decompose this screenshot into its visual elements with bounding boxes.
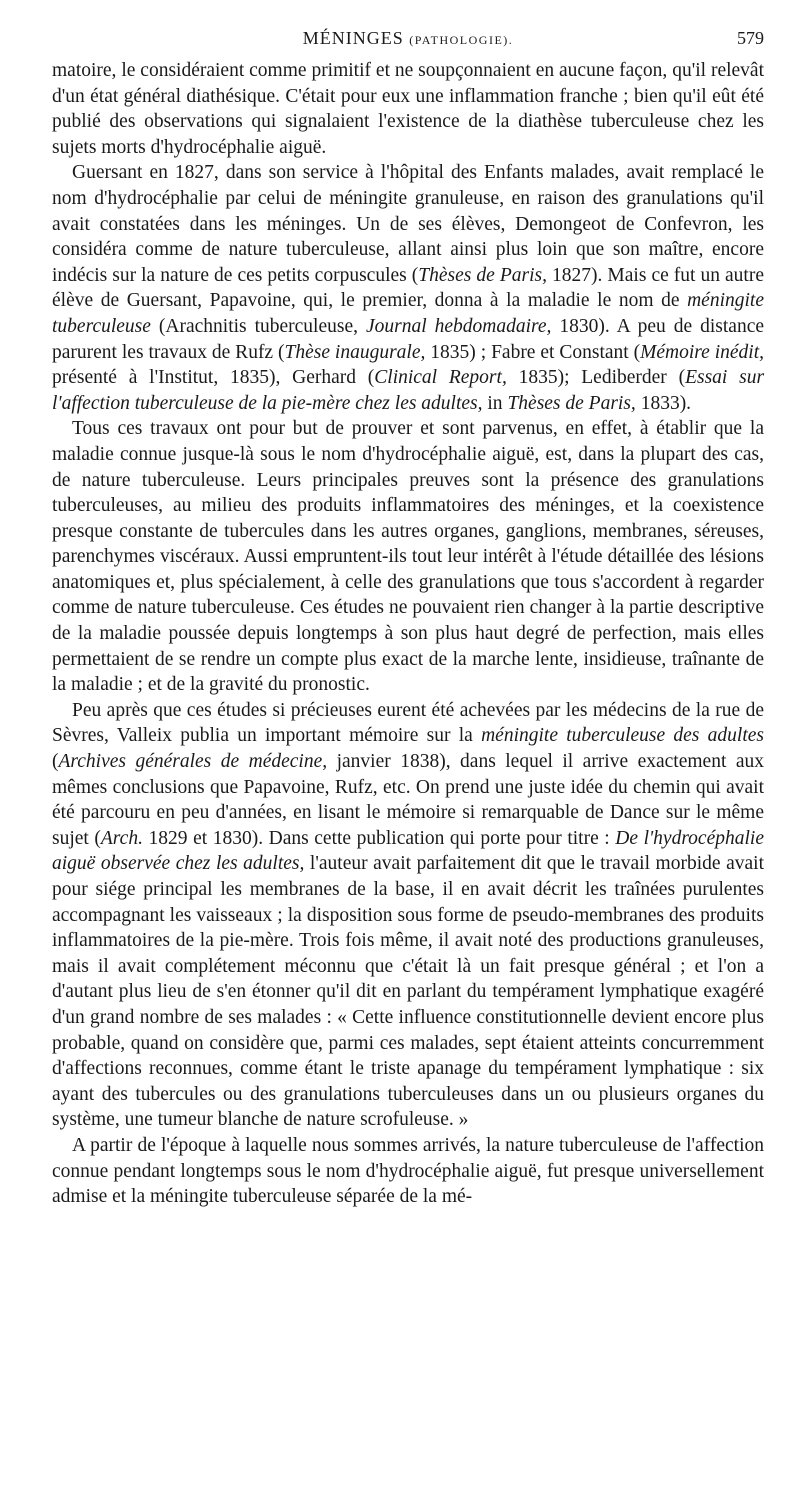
running-header (52, 28, 764, 58)
body-text (52, 58, 764, 1210)
header-title: MÉNINGES (302, 28, 404, 48)
italic-text: Mémoire inédit, (640, 341, 765, 363)
italic-text: Thèse inaugurale, (284, 341, 426, 363)
text-run: Peu après que ces études si précieuses eurent été achevées par les médecins de la rue de Sèvres, Valleix publia un important mémoire sur la (52, 699, 764, 747)
italic-text: Archives générales de médecine, (58, 751, 328, 773)
text-run: 1833). (635, 392, 692, 414)
italic-text: Journal hebdomadaire, (365, 315, 552, 337)
text-run: 1835); Lediberder ( (506, 367, 686, 389)
text-run: matoire, le considéraient comme primitif et ne soupçonnaient en aucune façon, qu'il relevât d'un état général diathésique. C'était pour eux une inflammation franche ; bien qu'il eût été publié des observations qui signalaient l'existence de la diathèse tuberculeuse chez les sujets morts d'hydrocéphalie aiguë. (52, 60, 764, 158)
text-run: ( (52, 751, 59, 773)
text-run: Guersant en 1827, dans son service à l'hôpital des Enfants malades, avait remplacé le nom d'hydrocéphalie par celui de méningite granuleuse, en raison des granulations qu'il avait constatées dans les méninges. Un de ses élèves, Demongeot de Confevron, les considéra comme de nature tuberculeuse, allant ainsi plus loin que son maître, encore indécis sur la nature de ces petits corpuscules ( (52, 162, 764, 286)
italic-text: Thèses de Paris, (418, 264, 547, 286)
text-run: l'auteur avait parfaitement dit que le travail morbide avait pour siége principal les membranes de la base, il en avait décrit les traînées purulentes accompagnant les vaisseaux ; la disposition sous forme de pseudo-membranes des produits inflammatoires de la pie-mère. Trois fois même, il avait noté des productions granuleuses, mais il avait complétement méconnu que c'était là un fait presque général ; et l'on a d'autant plus lieu de s'en étonner qu'il dit en parlant du tempérament lymphatique exagéré d'un grand nombre de ses malades : « Cette influence constitutionnelle devient encore plus probable, quand on considère que, parmi ces malades, sept étaient atteints concurremment d'affections reconnues, comme étant le triste apanage du tempérament lymphatique : six ayant des tubercules ou des granulations tuberculeuses dans un ou plusieurs organes du système, une tumeur blanche de nature scrofuleuse. » (52, 853, 764, 1131)
text-run: (Arachnitis tuberculeuse, (150, 315, 366, 337)
text-run: 1829 et 1830). Dans cette publication qui porte pour titre : (142, 827, 616, 849)
page-number: 579 (737, 28, 764, 48)
italic-text: méningite tuberculeuse (52, 290, 764, 337)
text-run: Tous ces travaux ont pour but de prouver et sont parvenus, en effet, à établir que la maladie connue jusque-là sous le nom d'hydrocéphalie aiguë, est, dans la plupart des cas, de nature tuberculeuse. Leurs principales preuves sont la présence des granulations tuberculeuses, au milieu des produits inflammatoires des méninges, et la coexistence presque constante de tubercules dans les autres organes, ganglions, membranes, séreuses, parenchymes viscéraux. Aussi empruntent-ils tout leur intérêt à l'étude détaillée des lésions anatomiques et, plus spécialement, à celle des granulations que tous s'accordent à regarder comme de nature tuberculeuse. Ces études ne pouvaient rien changer à la partie descriptive de la maladie poussée depuis longtemps à son plus haut degré de perfection, mais elles permettaient de se rendre un compte plus exact de la marche lente, insidieuse, traînante de la maladie ; et de la gravité du pronostic. (52, 418, 764, 696)
text-run: janvier 1838), dans lequel il arrive exactement aux mêmes conclusions que Papavoine, Rufz, etc. On prend une juste idée du chemin qui avait été parcouru en peu d'années, en lisant le mémoire si remarquable de Dance sur le même sujet ( (52, 751, 764, 849)
italic-text: De l'hydrocéphalie aiguë observée chez les adultes, (52, 827, 764, 875)
italic-text: Thèses de Paris, (507, 392, 636, 414)
document-page (52, 28, 764, 1210)
text-run: présenté à l'Institut, 1835), Gerhard ( (52, 367, 375, 389)
paragraph (52, 698, 764, 1133)
paragraph (52, 58, 764, 160)
paragraph (52, 160, 764, 416)
paragraph (52, 416, 764, 698)
text-run: 1830). A peu de distance parurent les travaux de Rufz ( (52, 315, 764, 363)
running-title (52, 28, 764, 49)
text-run: in (482, 392, 508, 414)
text-run: A partir de l'époque à laquelle nous sommes arrivés, la nature tuberculeuse de l'affection connue pendant longtemps sous le nom d'hydrocéphalie aiguë, fut presque universellement admise et la méningite tuberculeuse séparée de la mé- (52, 1134, 764, 1208)
italic-text: Clinical Report, (374, 367, 507, 389)
paragraph (52, 1133, 764, 1210)
italic-text: Arch. (100, 827, 143, 849)
header-subtitle: (PATHOLOGIE). (409, 33, 514, 47)
italic-text: Essai sur l'affection tuberculeuse de la pie-mère chez les adultes, (52, 367, 765, 414)
italic-text: méningite tuberculeuse des adultes (481, 725, 764, 747)
text-run: 1835) ; Fabre et Constant ( (425, 341, 641, 363)
text-run: 1827). Mais ce fut un autre élève de Guersant, Papavoine, qui, le premier, donna à la maladie le nom de (52, 264, 765, 312)
